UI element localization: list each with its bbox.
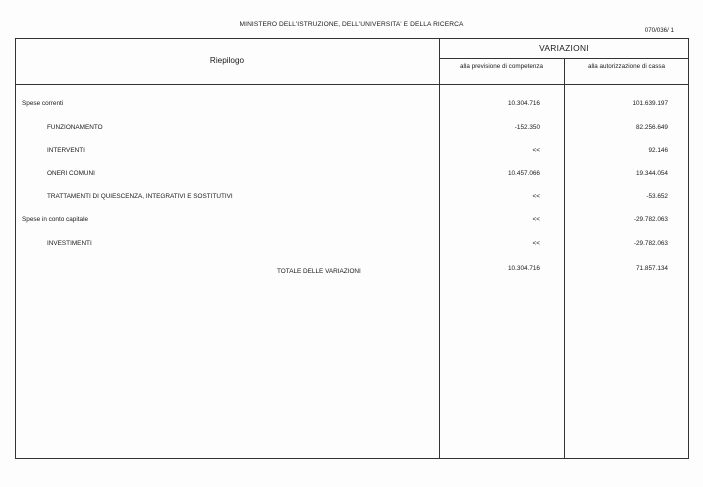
row-value-competenza: 10.457.066 bbox=[508, 170, 540, 177]
row-label-spese-conto-capitale: Spese in conto capitale bbox=[22, 216, 89, 223]
row-value-competenza: 10.304.716 bbox=[508, 100, 540, 107]
row-value-cassa: -29.782.063 bbox=[633, 216, 668, 223]
row-label-interventi: INTERVENTI bbox=[47, 147, 85, 154]
row-label-spese-correnti: Spese correnti bbox=[22, 100, 64, 107]
row-value-competenza: << bbox=[532, 193, 540, 200]
header-riepilogo: Riepilogo bbox=[209, 56, 245, 65]
group-header-underline bbox=[439, 58, 689, 59]
total-label: TOTALE DELLE VARIAZIONI bbox=[277, 268, 361, 275]
row-value-cassa: 19.344.054 bbox=[636, 170, 668, 177]
document-reference: 070/036/ 1 bbox=[644, 27, 674, 34]
row-value-cassa: 101.639.197 bbox=[632, 100, 668, 107]
row-value-cassa: 92.146 bbox=[648, 147, 668, 154]
header-previsione-competenza: alla previsione di competenza bbox=[460, 63, 543, 70]
row-label-investimenti: INVESTIMENTI bbox=[47, 240, 92, 247]
total-competenza: 10.304.716 bbox=[508, 265, 540, 272]
row-label-oneri-comuni: ONERI COMUNI bbox=[47, 170, 95, 177]
row-value-cassa: -53.652 bbox=[646, 193, 668, 200]
row-label-trattamenti-quiescenza: TRATTAMENTI DI QUIESCENZA, INTEGRATIVI E SOSTITUTIVI bbox=[47, 193, 233, 200]
header-bottom-rule bbox=[15, 84, 689, 85]
header-autorizzazione-cassa: alla autorizzazione di cassa bbox=[587, 63, 665, 70]
ministry-title: MINISTERO DELL'ISTRUZIONE, DELL'UNIVERSITA' E DELLA RICERCA bbox=[239, 21, 464, 28]
header-variazioni: VARIAZIONI bbox=[539, 43, 589, 53]
row-value-cassa: 82.256.649 bbox=[636, 124, 668, 131]
row-label-funzionamento: FUNZIONAMENTO bbox=[47, 124, 103, 131]
row-value-competenza: << bbox=[532, 147, 540, 154]
row-value-competenza: << bbox=[532, 240, 540, 247]
total-cassa: 71.857.134 bbox=[636, 265, 668, 272]
row-value-competenza: -152.350 bbox=[514, 124, 540, 131]
row-value-competenza: << bbox=[532, 216, 540, 223]
column-divider-right bbox=[564, 58, 565, 459]
row-value-cassa: -29.782.063 bbox=[633, 240, 668, 247]
